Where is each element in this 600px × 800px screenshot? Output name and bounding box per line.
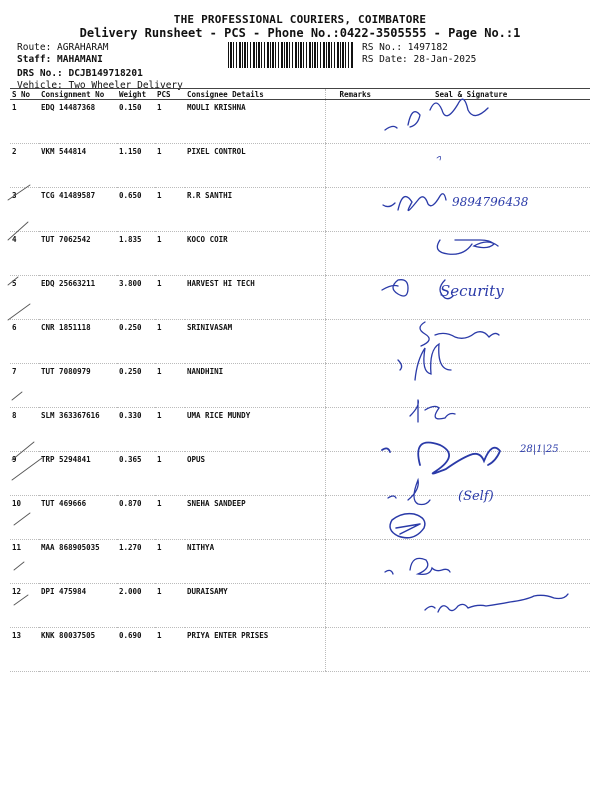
row-consignment: EDQ 14487368 [39, 100, 117, 144]
row-consignment: EDQ 25663211 [39, 276, 117, 320]
row-weight: 0.690 [117, 628, 155, 672]
table-row [10, 320, 590, 364]
col-signature: Seal & Signature [385, 89, 590, 100]
row-remarks [325, 496, 385, 540]
col-consignee: Consignee Details [185, 89, 325, 100]
row-pcs: 1 [155, 364, 185, 408]
drs-label: DRS No.: DCJB149718201 [17, 68, 143, 79]
row-remarks [325, 276, 385, 320]
col-remarks: Remarks [325, 89, 385, 100]
row-consignment: SLM 363367616 [39, 408, 117, 452]
row-remarks [325, 232, 385, 276]
row-sno: 13 [10, 628, 39, 672]
row-consignee: DURAISAMY [185, 584, 325, 628]
row-consignment: KNK 80037505 [39, 628, 117, 672]
row-pcs: 1 [155, 540, 185, 584]
row-consignee: R.R SANTHI [185, 188, 325, 232]
rs-date: RS Date: 28-Jan-2025 [362, 53, 477, 65]
row-consignee: UMA RICE MUNDY [185, 408, 325, 452]
row-consignee: HARVEST HI TECH [185, 276, 325, 320]
barcode [228, 42, 353, 68]
row-sno: 8 [10, 408, 39, 452]
rs-number: RS No.: 1497182 [362, 42, 448, 53]
row-sno: 3 [10, 188, 39, 232]
row-sno: 4 [10, 232, 39, 276]
row-consignee: SRINIVASAM [185, 320, 325, 364]
row-weight: 0.870 [117, 496, 155, 540]
row-sno: 6 [10, 320, 39, 364]
row-pcs: 1 [155, 584, 185, 628]
row-consignment: VKM 544814 [39, 144, 117, 188]
table-row [10, 144, 590, 188]
row-weight: 2.000 [117, 584, 155, 628]
row-consignee: MOULI KRISHNA [185, 100, 325, 144]
row-sno: 12 [10, 584, 39, 628]
row-weight: 0.150 [117, 100, 155, 144]
row-remarks [325, 364, 385, 408]
security-note: Security [440, 282, 504, 300]
row-sno: 11 [10, 540, 39, 584]
row-consignment: CNR 1851118 [39, 320, 117, 364]
header-left [17, 42, 183, 91]
company-title: THE PROFESSIONAL COURIERS, COIMBATORE [173, 13, 427, 26]
row-weight: 1.835 [117, 232, 155, 276]
table-row [10, 276, 590, 320]
row-pcs: 1 [155, 496, 185, 540]
table-row [10, 452, 590, 496]
header-right [362, 42, 476, 65]
col-consignment: Consignment No [39, 89, 117, 100]
row-signature [385, 540, 590, 584]
row-signature [385, 232, 590, 276]
row-remarks [325, 144, 385, 188]
row-signature [385, 496, 590, 540]
row-pcs: 1 [155, 320, 185, 364]
row-consignment: TRP 5294841 [39, 452, 117, 496]
row-signature [385, 188, 590, 232]
row-sno: 10 [10, 496, 39, 540]
row-signature [385, 584, 590, 628]
table-row [10, 496, 590, 540]
table-row [10, 364, 590, 408]
row-pcs: 1 [155, 628, 185, 672]
row-sno: 5 [10, 276, 39, 320]
table-header-row [10, 89, 590, 100]
row-consignee: KOCO COIR [185, 232, 325, 276]
row-consignment: DPI 475984 [39, 584, 117, 628]
date-note: 28|1|25 [520, 444, 559, 455]
vehicle-label: Vehicle: Two Wheeler Delivery [17, 79, 183, 91]
row-remarks [325, 408, 385, 452]
row-consignee: NANDHINI [185, 364, 325, 408]
row-signature [385, 628, 590, 672]
row-remarks [325, 100, 385, 144]
table-row [10, 100, 590, 144]
row-signature [385, 144, 590, 188]
row-sno: 9 [10, 452, 39, 496]
row-remarks [325, 628, 385, 672]
row-weight: 0.330 [117, 408, 155, 452]
row-sno: 1 [10, 100, 39, 144]
row-sno: 7 [10, 364, 39, 408]
row-weight: 0.250 [117, 320, 155, 364]
row-consignment: TUT 7080979 [39, 364, 117, 408]
row-remarks [325, 540, 385, 584]
self-note: (Self) [458, 489, 494, 504]
row-signature [385, 276, 590, 320]
row-consignee: OPUS [185, 452, 325, 496]
row-pcs: 1 [155, 276, 185, 320]
row-weight: 0.650 [117, 188, 155, 232]
runsheet-subtitle: Delivery Runsheet - PCS - Phone No.:0422-3505555 - Page No.:1 [79, 26, 521, 40]
row-consignee: NITHYA [185, 540, 325, 584]
table-row [10, 540, 590, 584]
row-consignment: TCG 41489587 [39, 188, 117, 232]
table-row [10, 584, 590, 628]
route-label: Route: AGRAHARAM [17, 42, 109, 53]
row-signature [385, 320, 590, 364]
row-consignee: PIXEL CONTROL [185, 144, 325, 188]
row-weight: 1.150 [117, 144, 155, 188]
row-consignee: SNEHA SANDEEP [185, 496, 325, 540]
row-pcs: 1 [155, 100, 185, 144]
col-weight: Weight [117, 89, 155, 100]
runsheet-table [10, 88, 590, 672]
col-sno: S No [10, 89, 39, 100]
phone-note: 9894796438 [452, 195, 529, 209]
row-pcs: 1 [155, 408, 185, 452]
col-pcs: PCS [155, 89, 185, 100]
row-pcs: 1 [155, 188, 185, 232]
row-weight: 0.250 [117, 364, 155, 408]
row-pcs: 1 [155, 232, 185, 276]
row-weight: 0.365 [117, 452, 155, 496]
row-sno: 2 [10, 144, 39, 188]
row-consignment: MAA 868905035 [39, 540, 117, 584]
row-signature [385, 408, 590, 452]
row-pcs: 1 [155, 452, 185, 496]
table-row [10, 188, 590, 232]
row-consignee: PRIYA ENTER PRISES [185, 628, 325, 672]
table-row [10, 408, 590, 452]
row-weight: 3.800 [117, 276, 155, 320]
row-signature [385, 100, 590, 144]
row-remarks [325, 452, 385, 496]
table-row [10, 232, 590, 276]
staff-label: Staff: MAHAMANI [17, 53, 103, 65]
row-weight: 1.270 [117, 540, 155, 584]
row-remarks [325, 584, 385, 628]
row-signature [385, 452, 590, 496]
row-remarks [325, 320, 385, 364]
row-remarks [325, 188, 385, 232]
row-consignment: TUT 7062542 [39, 232, 117, 276]
row-consignment: TUT 469666 [39, 496, 117, 540]
row-signature [385, 364, 590, 408]
table-row [10, 628, 590, 672]
row-pcs: 1 [155, 144, 185, 188]
